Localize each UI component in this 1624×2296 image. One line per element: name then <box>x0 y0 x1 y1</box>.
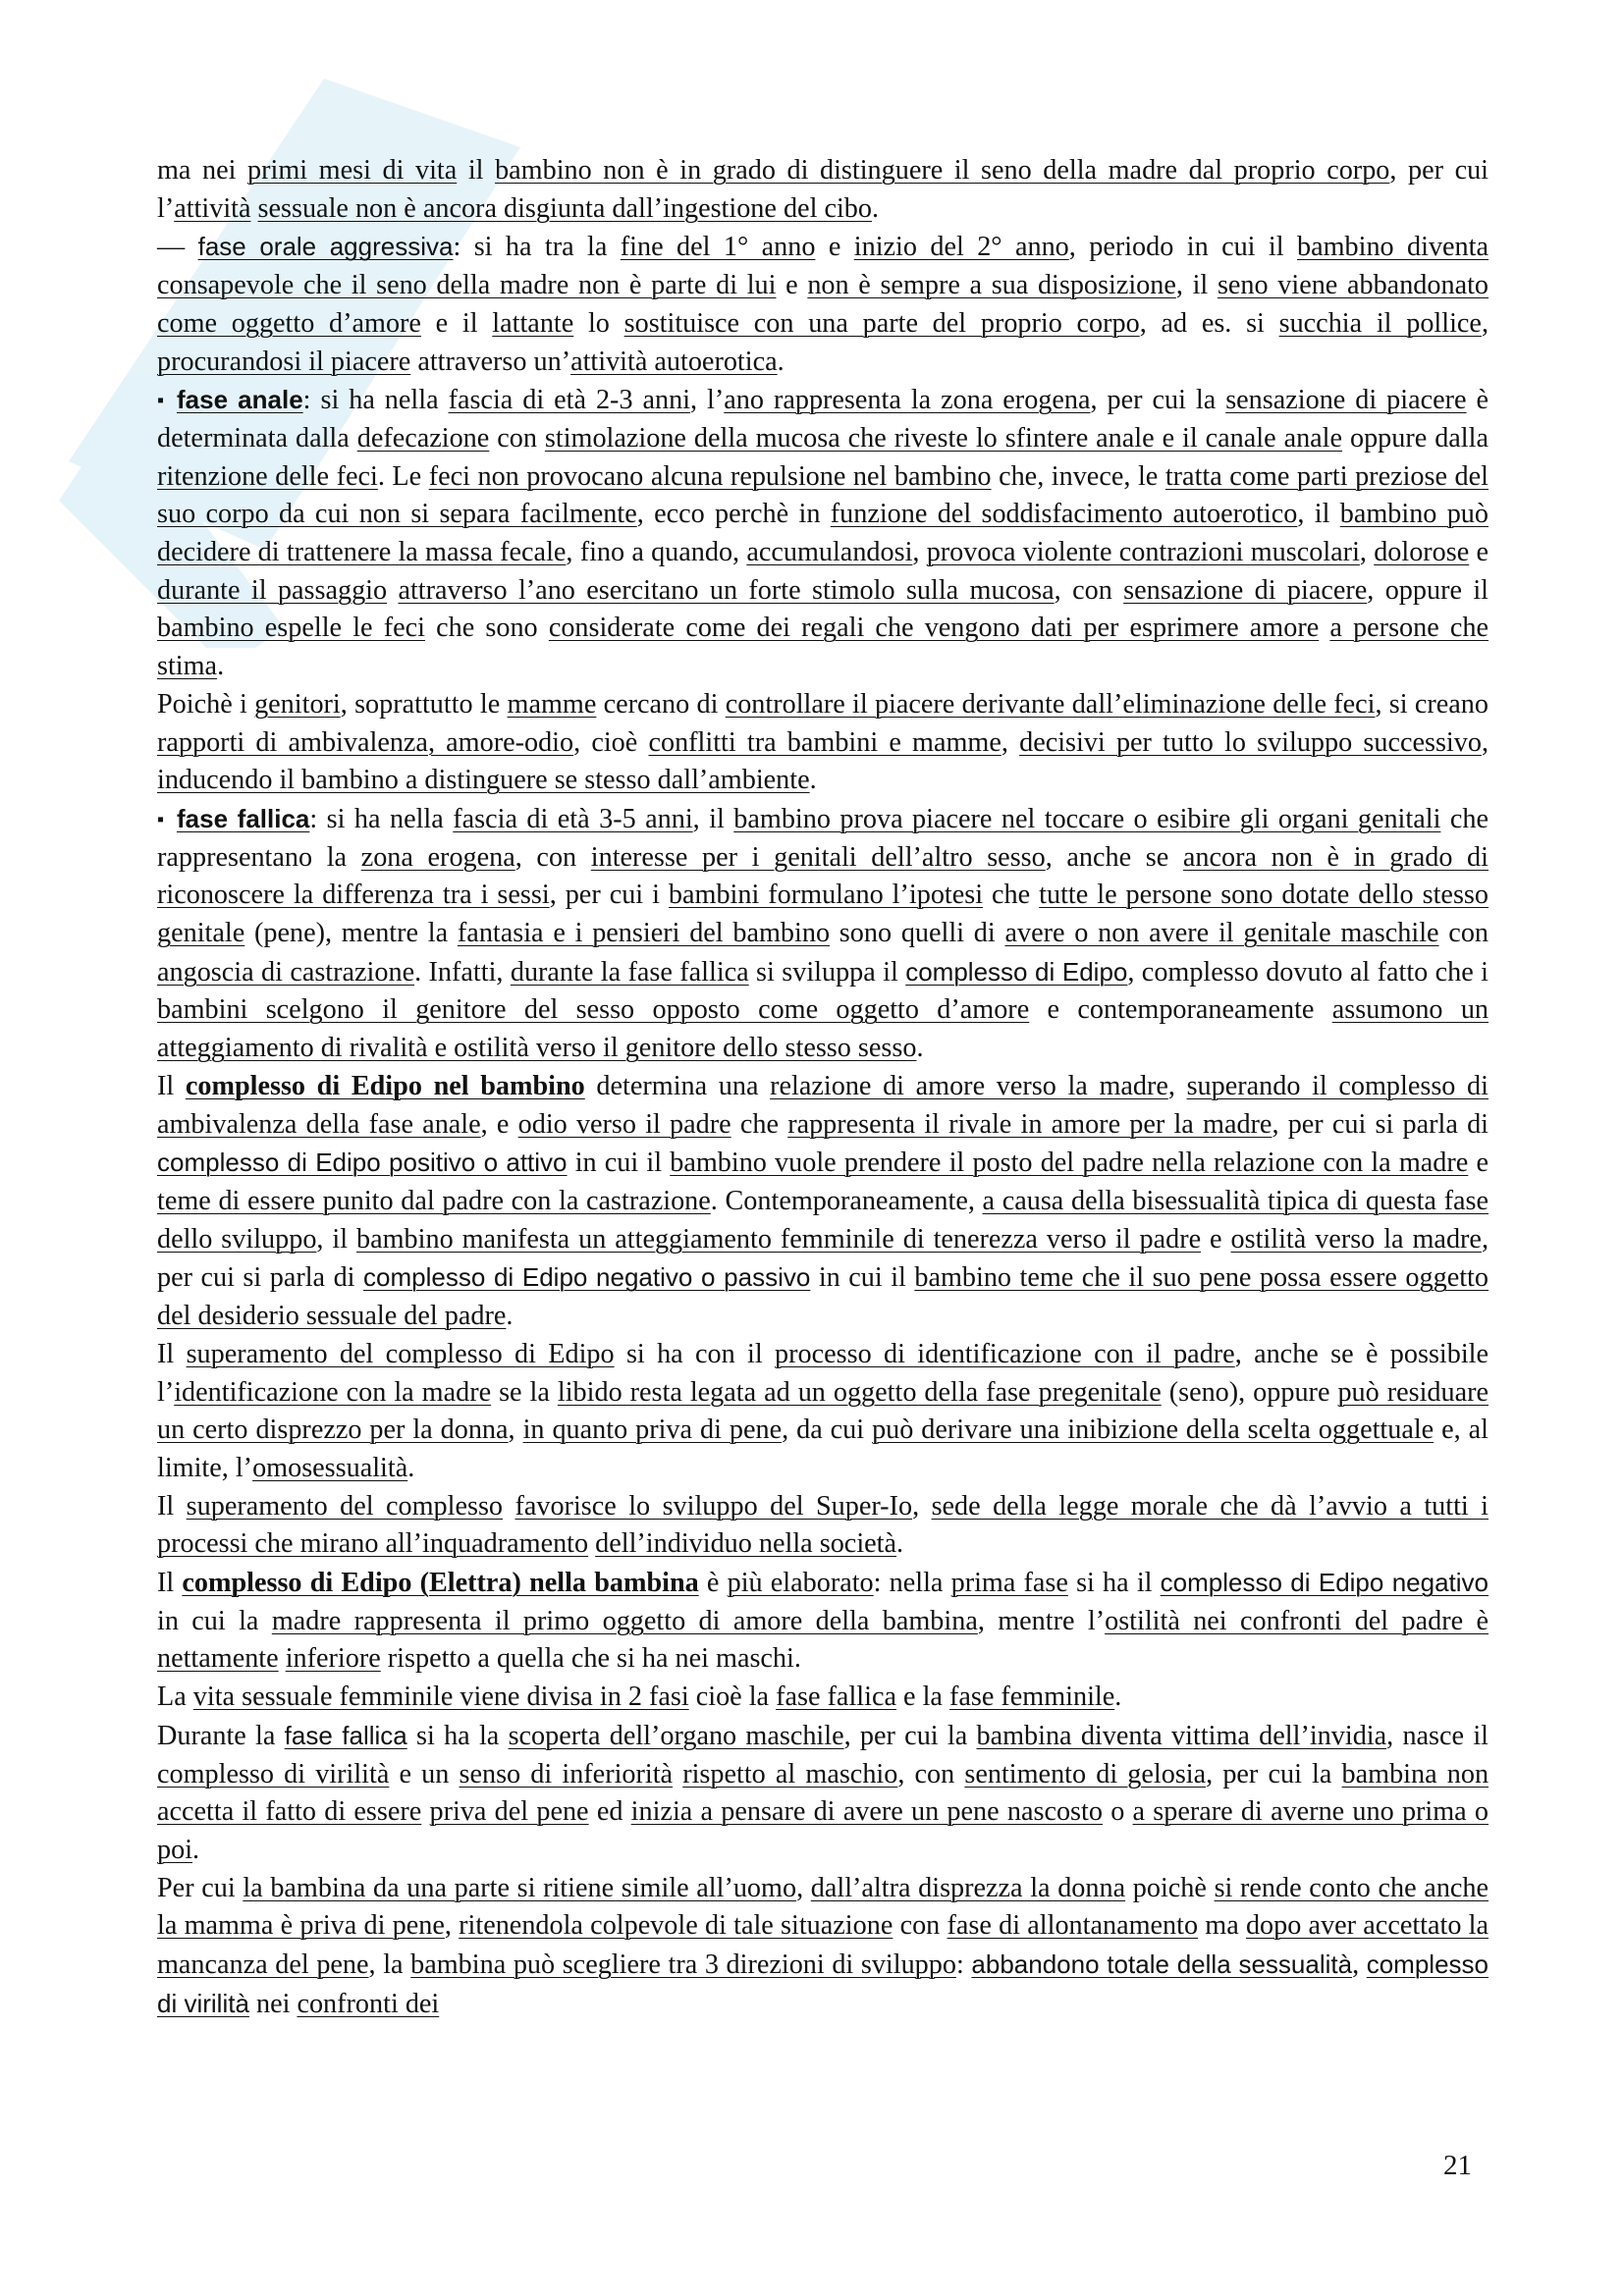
text-run: : si ha nella <box>302 385 449 416</box>
text-run: superamento del complesso <box>186 1490 504 1522</box>
paragraph <box>157 800 1489 1068</box>
text-run: in cui il <box>567 1148 671 1179</box>
text-run: lo <box>573 307 624 339</box>
text-run: , <box>508 1415 523 1446</box>
text-run: bambino può decidere di trattenere la massa fecale <box>157 499 1489 568</box>
paragraph <box>157 1870 1489 2024</box>
text-run: , <box>1352 1949 1367 1981</box>
text-run: ostilità nei confronti del padre è nettamente <box>157 1605 1489 1675</box>
text-run: seno viene abbandonato come oggetto d’amore <box>157 270 1489 339</box>
text-run: sede della legge morale che dà l’avvio a tutti i processi che mirano all’inquadramento <box>157 1490 1489 1560</box>
text-run: dolorose <box>1374 537 1470 568</box>
text-run: Il <box>157 1490 187 1522</box>
text-run: bambini formulano l’ipotesi <box>668 880 984 911</box>
text-run: assumono un atteggiamento di rivalità e ostilità verso il genitore dello stesso sesso <box>157 994 1489 1064</box>
text-run: dell’individuo nella società <box>595 1528 896 1560</box>
text-run: , il <box>1297 499 1340 530</box>
text-run: può residuare un certo disprezzo per la donna <box>157 1376 1489 1446</box>
text-run: prima fase <box>950 1568 1068 1599</box>
text-run <box>503 1491 514 1522</box>
text-run: fase orale aggressiva <box>197 232 454 262</box>
text-run: La <box>157 1682 193 1713</box>
text-run: a causa della bisessualità tipica di questa fase dello sviluppo <box>157 1185 1489 1255</box>
text-run: e <box>776 270 808 301</box>
text-run: interesse per i genitali dell’altro sesso <box>590 841 1046 873</box>
text-run: tutte le persone sono dotate dello stesso genitale <box>157 880 1489 949</box>
text-run: inizio del 2° anno <box>853 232 1069 263</box>
text-run: e il <box>420 307 493 339</box>
text-run: e <box>1468 1148 1489 1179</box>
text-run: oppure dalla <box>1342 422 1489 454</box>
text-run: complesso di Edipo positivo o attivo <box>157 1148 568 1178</box>
text-run: , il <box>692 803 734 834</box>
text-run: , <box>1001 726 1020 758</box>
text-run: identificazione con la madre <box>174 1376 492 1408</box>
text-run: odio verso il padre <box>517 1108 731 1140</box>
text-run: , per cui la <box>1206 1758 1342 1789</box>
text-run: con <box>489 422 545 454</box>
text-run: tratta come parti preziose del suo corpo da cui non si separa facilmente <box>157 460 1489 530</box>
text-run: complesso di Edipo <box>905 956 1128 987</box>
text-run: , <box>1359 537 1375 568</box>
text-run: , il <box>1175 270 1218 301</box>
text-run: attraverso un’ <box>410 346 571 377</box>
text-run: . <box>407 1452 415 1483</box>
bullet-icon: ▪ <box>157 390 165 412</box>
text-run: Per cui <box>157 1872 244 1903</box>
text-run: rispetto al maschio <box>682 1758 898 1789</box>
text-run: : si ha tra la <box>453 232 621 263</box>
text-run: si ha con il <box>614 1338 776 1369</box>
text-run: Il <box>157 1338 187 1369</box>
text-run: fase femminile <box>948 1682 1115 1713</box>
text-run: fine del 1° anno <box>620 232 816 263</box>
text-run: il <box>457 155 496 186</box>
text-run: , con <box>1054 574 1124 606</box>
text-run: complesso di Edipo (Elettra) nella bambina <box>182 1568 699 1599</box>
text-run: in cui il <box>810 1262 915 1294</box>
text-run: . <box>217 651 225 682</box>
text-run: . Le <box>377 460 429 492</box>
text-run: , anche se <box>1045 841 1183 873</box>
text-run: cercano di <box>596 688 726 720</box>
text-run: sono quelli di <box>830 918 1005 949</box>
text-run: fase fallica <box>284 1720 407 1750</box>
text-run: genitori <box>254 688 341 720</box>
text-run: , soprattutto le <box>340 688 508 720</box>
text-run <box>387 575 398 606</box>
text-run: Durante la <box>157 1720 285 1751</box>
paragraph <box>157 1068 1489 1336</box>
text-run <box>1319 613 1329 643</box>
text-run: bambino vuole prendere il posto del padre nella relazione con la madre <box>670 1148 1469 1179</box>
text-run: scoperta dell’organo maschile <box>508 1720 844 1751</box>
text-run: , <box>912 537 927 568</box>
text-run: , si creano <box>1375 688 1489 720</box>
text-run: più elaborato <box>727 1568 874 1599</box>
text-run: confronti dei <box>297 1988 440 2019</box>
text-run: Il <box>157 1568 183 1599</box>
text-run: , da cui <box>782 1415 873 1446</box>
text-run: considerate come dei regali che vengono dati per esprimere amore <box>548 613 1320 644</box>
text-run: , <box>1481 307 1489 339</box>
text-run: conflitti tra bambini e mamme <box>648 726 1001 758</box>
text-run: è <box>698 1568 728 1599</box>
text-run: dall’altra disprezza la donna <box>810 1872 1126 1903</box>
text-run: defecazione <box>356 422 490 454</box>
text-run: a sperare di averne uno prima o poi <box>157 1796 1489 1865</box>
text-run <box>673 1759 682 1789</box>
text-run: che <box>731 1108 788 1140</box>
text-run: primi mesi di vita <box>247 155 458 186</box>
text-run: succhia il pollice <box>1278 307 1482 339</box>
text-run: ma nei <box>157 155 248 186</box>
paragraph <box>157 1488 1489 1564</box>
text-run: Il <box>157 1070 186 1101</box>
text-run: , per cui si parla di <box>1272 1108 1489 1140</box>
text-run: sessuale non è ancora disgiunta dall’ingestione del cibo <box>257 192 872 224</box>
text-run: e la <box>895 1682 949 1713</box>
text-run: procurandosi il piacere <box>157 346 411 377</box>
text-run: rapporti di ambivalenza, amore-odio <box>157 726 574 758</box>
text-run: si ha il <box>1067 1568 1161 1599</box>
text-run: , <box>912 1490 932 1522</box>
text-run: favorisce lo sviluppo del Super-Io <box>514 1490 913 1522</box>
text-run: fase anale <box>177 385 303 415</box>
text-run: . Infatti, <box>414 956 511 988</box>
text-run: relazione di amore verso la madre <box>770 1070 1168 1101</box>
paragraph <box>157 1679 1489 1717</box>
text-run: può derivare una inibizione della scelta oggettuale <box>872 1415 1435 1446</box>
paragraph <box>157 228 1489 381</box>
text-run: bambina diventa vittima dell’invidia <box>976 1720 1387 1751</box>
text-run: avere o non avere il genitale maschile <box>1004 918 1439 949</box>
text-run: : nella <box>873 1568 951 1599</box>
text-run: bambino diventa consapevole che il seno della madre non è parte di lui <box>157 232 1489 301</box>
text-run: controllare il piacere derivante dall’eliminazione delle feci <box>725 688 1376 720</box>
text-run: senso di inferiorità <box>459 1758 674 1789</box>
text-run: vita sessuale femminile viene divisa in 2 fasi <box>192 1682 689 1713</box>
text-run: e un <box>389 1758 460 1789</box>
text-run: e contemporaneamente <box>1029 994 1332 1026</box>
text-run: sensazione di piacere <box>1123 574 1368 606</box>
text-run: , per cui l’ <box>157 155 1489 224</box>
text-run: : si ha nella <box>309 803 454 834</box>
text-run: , complesso dovuto al fatto che i <box>1127 956 1489 988</box>
text-run: ma <box>1198 1910 1246 1942</box>
text-run: bambina non accetta il fatto di essere <box>157 1758 1489 1828</box>
text-run: decisivi per tutto lo sviluppo successivo <box>1019 726 1482 758</box>
text-run: priva del pene <box>429 1796 589 1828</box>
text-run: che rappresentano la <box>157 803 1489 873</box>
text-run: . <box>777 346 785 377</box>
text-run: , per cui i <box>549 880 669 911</box>
text-run: , cioè <box>573 726 649 758</box>
text-run: determina una <box>584 1070 771 1101</box>
text-run: ritenendola colpevole di tale situazione <box>459 1910 893 1942</box>
text-run: o <box>1102 1796 1133 1828</box>
text-run: è determinata dalla <box>157 385 1489 454</box>
page-number: 21 <box>1443 2150 1472 2181</box>
text-run: fascia di età 3-5 anni <box>453 803 693 834</box>
text-run <box>279 1643 286 1674</box>
text-run: che, invece, le <box>991 460 1165 492</box>
text-run: ritenzione delle feci <box>157 460 378 492</box>
text-run: cioè la <box>688 1682 777 1713</box>
text-run: teme di essere punito dal padre con la castrazione <box>157 1185 711 1216</box>
text-run: feci non provocano alcuna repulsione nel bambino <box>428 460 992 492</box>
text-run: si ha la <box>406 1720 509 1751</box>
text-run: — <box>157 232 198 263</box>
text-run: bambini scelgono il genitore del sesso opposto come oggetto d’amore <box>157 994 1030 1026</box>
text-run: Poichè i <box>157 688 255 720</box>
text-run: lattante <box>492 307 574 339</box>
text-run: bambino espelle le feci <box>157 613 425 644</box>
paragraph <box>157 1717 1489 1870</box>
text-run: , anche se è possibile l’ <box>157 1338 1489 1408</box>
text-run: in quanto priva di pene <box>522 1415 783 1446</box>
text-run: fase di allontanamento <box>947 1910 1199 1942</box>
text-run <box>251 193 258 224</box>
text-run: . <box>809 765 817 796</box>
text-run: la bambina da una parte si ritiene simile all’uomo <box>243 1872 797 1903</box>
paragraph <box>157 1564 1489 1679</box>
text-run: . Contemporaneamente, <box>710 1185 983 1216</box>
text-run: (pene), mentre la <box>244 918 458 949</box>
text-run: che <box>983 880 1040 911</box>
text-run: attraverso l’ano esercitano un forte stimolo sulla mucosa <box>398 574 1055 606</box>
text-run: angoscia di castrazione <box>157 956 415 988</box>
text-run: se la <box>491 1376 558 1408</box>
text-run: attività autoerotica <box>570 346 778 377</box>
document-body <box>157 152 1489 2023</box>
text-run: ano rappresenta la zona erogena <box>724 385 1091 416</box>
text-run: ancora non è in grado di riconoscere la differenza tra i sessi <box>157 841 1489 911</box>
text-run: omosessualità <box>252 1452 408 1483</box>
text-run: complesso di virilità <box>157 1758 390 1789</box>
text-run: superamento del complesso di Edipo <box>186 1338 615 1369</box>
text-run: , con <box>897 1758 965 1789</box>
text-run: ostilità verso la madre <box>1230 1223 1482 1255</box>
text-run: attività <box>174 192 251 224</box>
text-run: , mentre l’ <box>977 1605 1106 1636</box>
text-run: complesso di virilità <box>157 1949 1489 2018</box>
text-run: bambino teme che il suo pene possa essere oggetto del desiderio sessuale del padre <box>157 1262 1489 1332</box>
text-run: sensazione di piacere <box>1225 385 1467 416</box>
text-run: complesso di Edipo negativo o passivo <box>363 1262 811 1293</box>
text-run: madre rappresenta il primo oggetto di amore della bambina <box>271 1605 978 1636</box>
text-run: . <box>192 1834 200 1865</box>
text-run: , per cui la <box>843 1720 977 1751</box>
text-run: abbandono totale della sessualità <box>971 1949 1353 1980</box>
text-run: con <box>893 1910 947 1942</box>
text-run: , <box>444 1910 460 1942</box>
text-run: complesso di Edipo nel bambino <box>185 1070 585 1101</box>
text-run: . <box>896 1528 904 1560</box>
text-run: , e <box>480 1108 518 1140</box>
text-run: inducendo il bambino a distinguere se stesso dall’ambiente <box>157 765 810 796</box>
text-run: inferiore <box>285 1643 381 1675</box>
text-run: si sviluppa il <box>748 956 906 988</box>
text-run: poichè <box>1125 1872 1215 1903</box>
text-run: superando il complesso di ambivalenza della fase anale <box>157 1070 1489 1140</box>
text-run: , ecco perchè in <box>636 499 831 530</box>
text-run: , per cui si parla di <box>157 1223 1489 1294</box>
text-run: e <box>1201 1223 1231 1255</box>
text-run: nei <box>248 1988 298 2019</box>
text-run: inizia a pensare di avere un pene nascosto <box>630 1796 1103 1828</box>
text-run: a persone che stima <box>157 613 1489 682</box>
text-run: . <box>916 1033 924 1064</box>
text-run: , oppure il <box>1367 574 1489 606</box>
text-run: , nasce il <box>1386 1720 1489 1751</box>
text-run: e <box>1469 537 1489 568</box>
bullet-icon: ▪ <box>157 808 165 830</box>
paragraph <box>157 381 1489 686</box>
text-run: , <box>1481 726 1489 758</box>
text-run: durante il passaggio <box>157 574 388 606</box>
text-run: mamme <box>507 688 597 720</box>
text-run: , l’ <box>690 385 725 416</box>
text-run: durante la fase fallica <box>510 956 749 988</box>
paragraph <box>157 152 1489 228</box>
text-run: non è sempre a sua disposizione <box>807 270 1176 301</box>
paragraph <box>157 1336 1489 1488</box>
text-run: funzione del soddisfacimento autoerotico <box>830 499 1298 530</box>
text-run: provoca violente contrazioni muscolari <box>926 537 1360 568</box>
text-run: con <box>1438 918 1489 949</box>
text-run: processo di identificazione con il padre <box>775 1338 1235 1369</box>
text-run: . <box>871 192 880 224</box>
text-run: complesso di Edipo negativo <box>1160 1568 1489 1598</box>
text-run: fantasia e i pensieri del bambino <box>457 918 831 949</box>
text-run: , per cui la <box>1090 385 1226 416</box>
text-run: e <box>815 232 854 263</box>
text-run: dopo aver accettato la mancanza del pene <box>157 1910 1489 1981</box>
text-run: bambino prova piacere nel toccare o esibire gli organi genitali <box>733 803 1441 834</box>
text-run: : <box>955 1949 972 1981</box>
text-run: zona erogena <box>360 841 515 873</box>
paragraph <box>157 686 1489 800</box>
text-run: , con <box>514 841 591 873</box>
text-run: fase fallica <box>776 1682 896 1713</box>
text-run: , <box>796 1872 811 1903</box>
text-run: , fino a quando, <box>566 537 747 568</box>
text-run: , il <box>316 1223 357 1255</box>
text-run: fascia di età 2-3 anni <box>448 385 691 416</box>
text-run: rappresenta il rivale in amore per la madre <box>787 1108 1272 1140</box>
text-run: (seno), oppure <box>1161 1376 1338 1408</box>
text-run: bambino manifesta un atteggiamento femminile di tenerezza verso il padre <box>356 1223 1202 1255</box>
text-run: libido resta legata ad un oggetto della fase pregenitale <box>557 1376 1162 1408</box>
text-run: sentimento di gelosia <box>964 1758 1207 1789</box>
text-run: e, al limite, l’ <box>157 1415 1489 1483</box>
text-run: , periodo in cui il <box>1068 232 1297 263</box>
text-run: , ad es. si <box>1139 307 1279 339</box>
text-run: . <box>506 1301 514 1332</box>
text-run: stimolazione della mucosa che riveste lo sfintere anale e il canale anale <box>544 422 1343 454</box>
text-run: sostituisce con una parte del proprio corpo <box>623 307 1140 339</box>
text-run: bambino non è in grado di distinguere il seno della madre dal proprio corpo <box>495 155 1390 186</box>
text-run: . <box>1114 1682 1122 1713</box>
text-run: ed <box>588 1796 631 1828</box>
text-run: bambina può scegliere tra 3 direzioni di sviluppo <box>410 1949 956 1981</box>
text-run: accumulandosi <box>746 537 913 568</box>
text-run: in cui la <box>157 1605 272 1636</box>
text-run: fase fallica <box>177 803 310 833</box>
text-run: , la <box>368 1949 411 1981</box>
text-run: rispetto a quella che si ha nei maschi. <box>380 1643 801 1675</box>
text-run <box>421 1796 429 1827</box>
text-run: si rende conto che anche la mamma è priva di pene <box>157 1872 1489 1942</box>
text-run: che sono <box>424 613 549 644</box>
text-run: , <box>1167 1070 1187 1101</box>
